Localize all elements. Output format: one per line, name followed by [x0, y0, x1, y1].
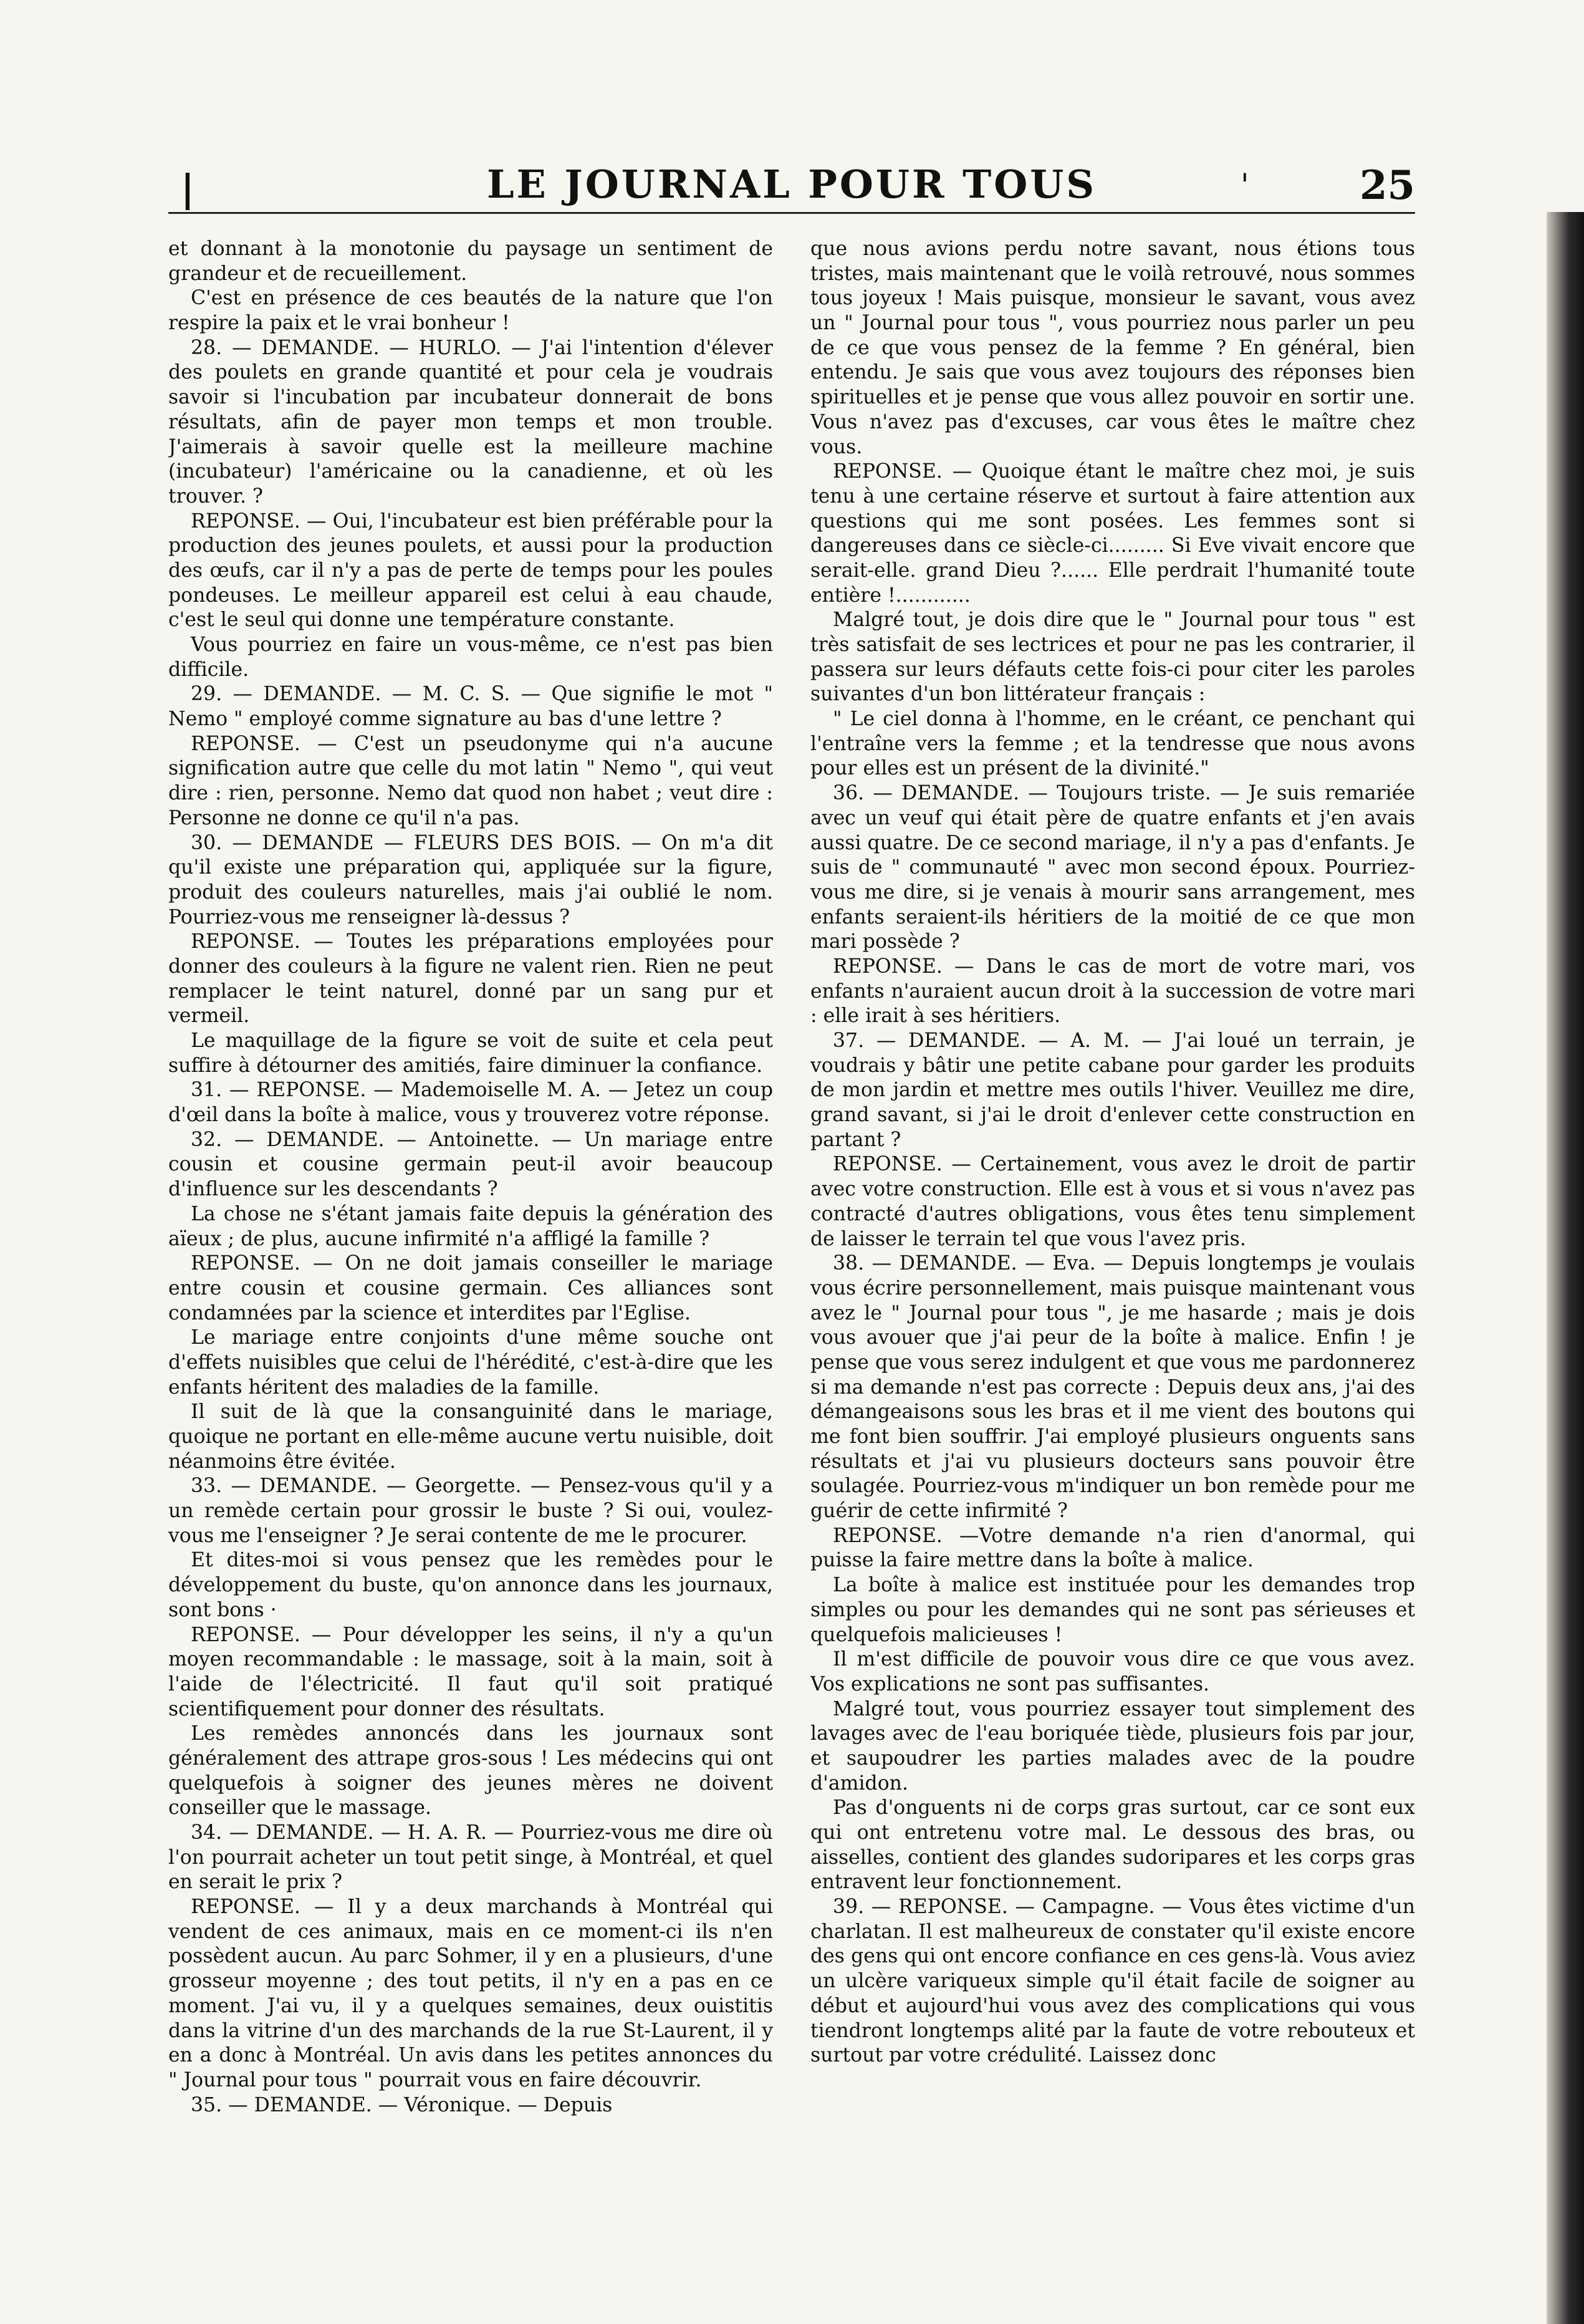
paragraph: La boîte à malice est instituée pour les demandes trop simples ou pour les demandes qui ne sont pas sérieuses et quelquefois malicieuses !: [810, 1574, 1415, 1646]
paragraph: La chose ne s'étant jamais faite depuis la génération des aïeux ; de plus, aucune infirmité n'a affligé la famille ?: [168, 1202, 773, 1250]
paragraph: Il m'est difficile de pouvoir vous dire ce que vous avez. Vos explications ne sont pas suffisantes.: [810, 1648, 1415, 1695]
paragraph: 32. — DEMANDE. — Antoinette. — Un mariage entre cousin et cousine germain peut-il avoir beaucoup d'influence sur les descendants ?: [168, 1128, 773, 1201]
paragraph: 31. — REPONSE. — Mademoiselle M. A. — Jetez un coup d'œil dans la boîte à malice, vous y trouverez votre réponse.: [168, 1079, 773, 1127]
article-columns: [168, 237, 1415, 2307]
paragraph: Malgré tout, vous pourriez essayer tout simplement des lavages avec de l'eau boriquée tiède, plusieurs fois par jour, et saupoudrer les parties malades avec de la poudre d'amidon.: [810, 1697, 1415, 1795]
paragraph: REPONSE. — C'est un pseudonyme qui n'a aucune signification autre que celle du mot latin " Nemo ", qui veut dire : rien, personne. Nemo dat quod non habet ; veut dire : Personne ne donne ce qu'il n'a pas.: [168, 732, 773, 829]
paragraph: Pas d'onguents ni de corps gras surtout, car ce sont eux qui ont entretenu votre mal. Le dessous des bras, ou aisselles, contient des glandes sudoripares et les corps gras entravent leur fonctionnement.: [810, 1796, 1415, 1894]
paragraph: que nous avions perdu notre savant, nous étions tous tristes, mais maintenant que le voilà retrouvé, nous sommes tous joyeux ! Mais puisque, monsieur le savant, vous avez un " Journal pour tous ", vous pourriez nous parler un peu de ce que vous pensez de la femme ? En général, bien entendu. Je sais que vous avez toujours des réponses bien spirituelles et je pense que vous allez pouvoir en sortir une. Vous n'avez pas d'excuses, car vous êtes le maître chez vous.: [810, 238, 1415, 458]
paragraph: 37. — DEMANDE. — A. M. — J'ai loué un terrain, je voudrais y bâtir une petite cabane pour garder les produits de mon jardin et mettre mes outils l'hiver. Veuillez me dire, grand savant, si j'ai le droit d'enlever cette construction en partant ?: [810, 1029, 1415, 1151]
paragraph: REPONSE. — Certainement, vous avez le droit de partir avec votre construction. Elle est à vous et si vous n'avez pas contracté d'autres obligations, vous êtes tenu simplement de laisser le terrain tel que vous l'avez pris.: [810, 1153, 1415, 1250]
header-tick: ': [1241, 167, 1249, 203]
paragraph: 28. — DEMANDE. — HURLO. — J'ai l'intention d'élever des poulets en grande quantité et pour cela je voudrais savoir si l'incubation par incubateur donnerait de bons résultats, afin de payer mon temps et mon trouble. J'aimerais à savoir quelle est la meilleure machine (incubateur) l'américaine ou la canadienne, et où les trouver. ?: [168, 336, 773, 508]
paragraph: REPONSE. — Toutes les préparations employées pour donner des couleurs à la figure ne valent rien. Rien ne peut remplacer le teint naturel, donné par un sang pur et vermeil.: [168, 930, 773, 1028]
paragraph: Malgré tout, je dois dire que le " Journal pour tous " est très satisfait de ses lectrices et pour ne pas les contrarier, il passera sur leurs défauts cette fois-ci pour citer les paroles suivantes d'un bon littérateur français :: [810, 609, 1415, 706]
paragraph: REPONSE. — Oui, l'incubateur est bien préférable pour la production des jeunes poulets, et aussi pour la production des œufs, car il n'y a pas de perte de temps pour les poules pondeuses. Le meilleur appareil est celui à eau chaude, c'est le seul qui donne une température constante.: [168, 509, 773, 632]
paragraph: Il suit de là que la consanguinité dans le mariage, quoique ne portant en elle-même aucune vertu nuisible, doit néanmoins être évitée.: [168, 1401, 773, 1473]
paragraph: REPONSE. — Pour développer les seins, il n'y a qu'un moyen recommandable : le massage, soit à la main, soit à l'aide de l'électricité. Il faut qu'il soit pratiqué scientifiquement pour donner des résultats.: [168, 1623, 773, 1720]
paragraph: REPONSE. —Votre demande n'a rien d'anormal, qui puisse la faire mettre dans la boîte à malice.: [810, 1524, 1415, 1572]
paragraph: 36. — DEMANDE. — Toujours triste. — Je suis remariée avec un veuf qui était père de quatre enfants et j'en avais aussi quatre. De ce second mariage, il n'y a pas d'enfants. Je suis de " communauté " avec mon second époux. Pourriez-vous me dire, si je venais à mourir sans arrangement, mes enfants seraient-ils héritiers de la moitié de ce que mon mari possède ?: [810, 782, 1415, 953]
paragraph: 35. — DEMANDE. — Véronique. — Depuis: [191, 2093, 613, 2116]
page-edge-shadow: [1547, 212, 1584, 2324]
paragraph: 29. — DEMANDE. — M. C. S. — Que signifie le mot " Nemo " employé comme signature au bas d'une lettre ?: [168, 683, 773, 731]
paragraph: REPONSE. — Quoique étant le maître chez moi, je suis tenu à une certaine réserve et surtout à faire attention aux questions qui me sont posées. Les femmes sont si dangereuses dans ce siècle-ci......... Si Eve vivait encore que serait-elle. grand Dieu ?...... Elle perdrait l'humanité toute entière !............: [810, 460, 1415, 607]
paragraph: 33. — DEMANDE. — Georgette. — Pensez-vous qu'il y a un remède certain pour grossir le buste ? Si oui, voulez-vous me l'enseigner ? Je serai contente de me le procurer.: [168, 1475, 773, 1547]
paragraph: Les remèdes annoncés dans les journaux sont généralement des attrape gros-sous ! Les médecins qui ont quelquefois à soigner des jeunes mères ne doivent conseiller que le massage.: [168, 1722, 773, 1820]
newspaper-title: LE JOURNAL POUR TOUS: [486, 161, 1097, 207]
paragraph: C'est en présence de ces beautés de la nature que l'on respire la paix et le vrai bonheur !: [168, 287, 773, 335]
paragraph: REPONSE. — On ne doit jamais conseiller le mariage entre cousin et cousine germain. Ces alliances sont condamnées par la science et interdites par l'Eglise.: [168, 1252, 773, 1324]
paragraph: et donnant à la monotonie du paysage un sentiment de grandeur et de recueillement.: [168, 238, 773, 285]
paragraph: Vous pourriez en faire un vous-même, ce n'est pas bien difficile.: [168, 634, 773, 681]
paragraph: Le maquillage de la figure se voit de suite et cela peut suffire à détourner des amitiés, faire diminuer la confiance.: [168, 1029, 773, 1077]
paragraph: Le mariage entre conjoints d'une même souche ont d'effets nuisibles que celui de l'hérédité, c'est-à-dire que les enfants héritent des maladies de la famille.: [168, 1326, 773, 1399]
header-mark: |: [181, 167, 194, 211]
paragraph: 38. — DEMANDE. — Eva. — Depuis longtemps je voulais vous écrire personnellement, mais puisque maintenant vous avez le " Journal pour tous ", je me hasarde ; mais je dois vous avouer que j'ai peur de la boîte à malice. Enfin ! je pense que vous serez indulgent et que vous me pardonnerez si ma demande n'est pas correcte : Depuis deux ans, j'ai des démangeaisons sous les bras et il me vient des boutons qui me font bien souffrir. J'ai employé plusieurs onguents sans résultats et j'ai vu plusieurs docteurs sans pouvoir être soulagée. Pourriez-vous m'indiquer un bon remède pour me guérir de cette infirmité ?: [810, 1252, 1415, 1523]
paragraph: " Le ciel donna à l'homme, en le créant, ce penchant qui l'entraîne vers la femme ; et la tendresse que nous avons pour elles est un présent de la divinité.": [810, 708, 1415, 780]
paragraph: 30. — DEMANDE — FLEURS DES BOIS. — On m'a dit qu'il existe une préparation qui, appliquée sur la figure, produit des couleurs naturelles, mais j'ai oublié le nom. Pourriez-vous me renseigner là-dessus ?: [168, 831, 773, 928]
left-column: [168, 237, 773, 2307]
page-header: [168, 156, 1415, 214]
paragraph: Et dites-moi si vous pensez que les remèdes pour le développement du buste, qu'on annonce dans les journaux, sont bons ·: [168, 1549, 773, 1621]
right-column: [810, 237, 1415, 2307]
paragraph: 34. — DEMANDE. — H. A. R. — Pourriez-vous me dire où l'on pourrait acheter un tout petit singe, à Montréal, et quel en serait le prix ?: [168, 1821, 773, 1894]
page-number: 25: [1359, 162, 1415, 209]
paragraph: REPONSE. — Dans le cas de mort de votre mari, vos enfants n'auraient aucun droit à la succession de votre mari : elle irait à ses héritiers.: [810, 955, 1415, 1028]
paragraph: REPONSE. — Il y a deux marchands à Montréal qui vendent de ces animaux, mais en ce moment-ci ils n'en possèdent aucun. Au parc Sohmer, il y en a plusieurs, d'une grosseur moyenne ; des tout petits, il n'y en a pas en ce moment. J'ai vu, il y a quelques semaines, deux ouistitis dans la vitrine d'un des marchands de la rue St-Laurent, il y en a donc à Montréal. Un avis dans les petites annonces du " Journal pour tous " pourrait vous en faire découvrir.: [168, 1896, 773, 2091]
paragraph: 39. — REPONSE. — Campagne. — Vous êtes victime d'un charlatan. Il est malheureux de constater qu'il existe encore des gens qui ont encore confiance en ces gens-là. Vous aviez un ulcère variqueux simple qu'il était facile de soigner au début et aujourd'hui vous avez des complications qui vous tiendront longtemps alité par la faute de votre rebouteux et surtout par votre crédulité. Laissez donc: [810, 1896, 1415, 2067]
